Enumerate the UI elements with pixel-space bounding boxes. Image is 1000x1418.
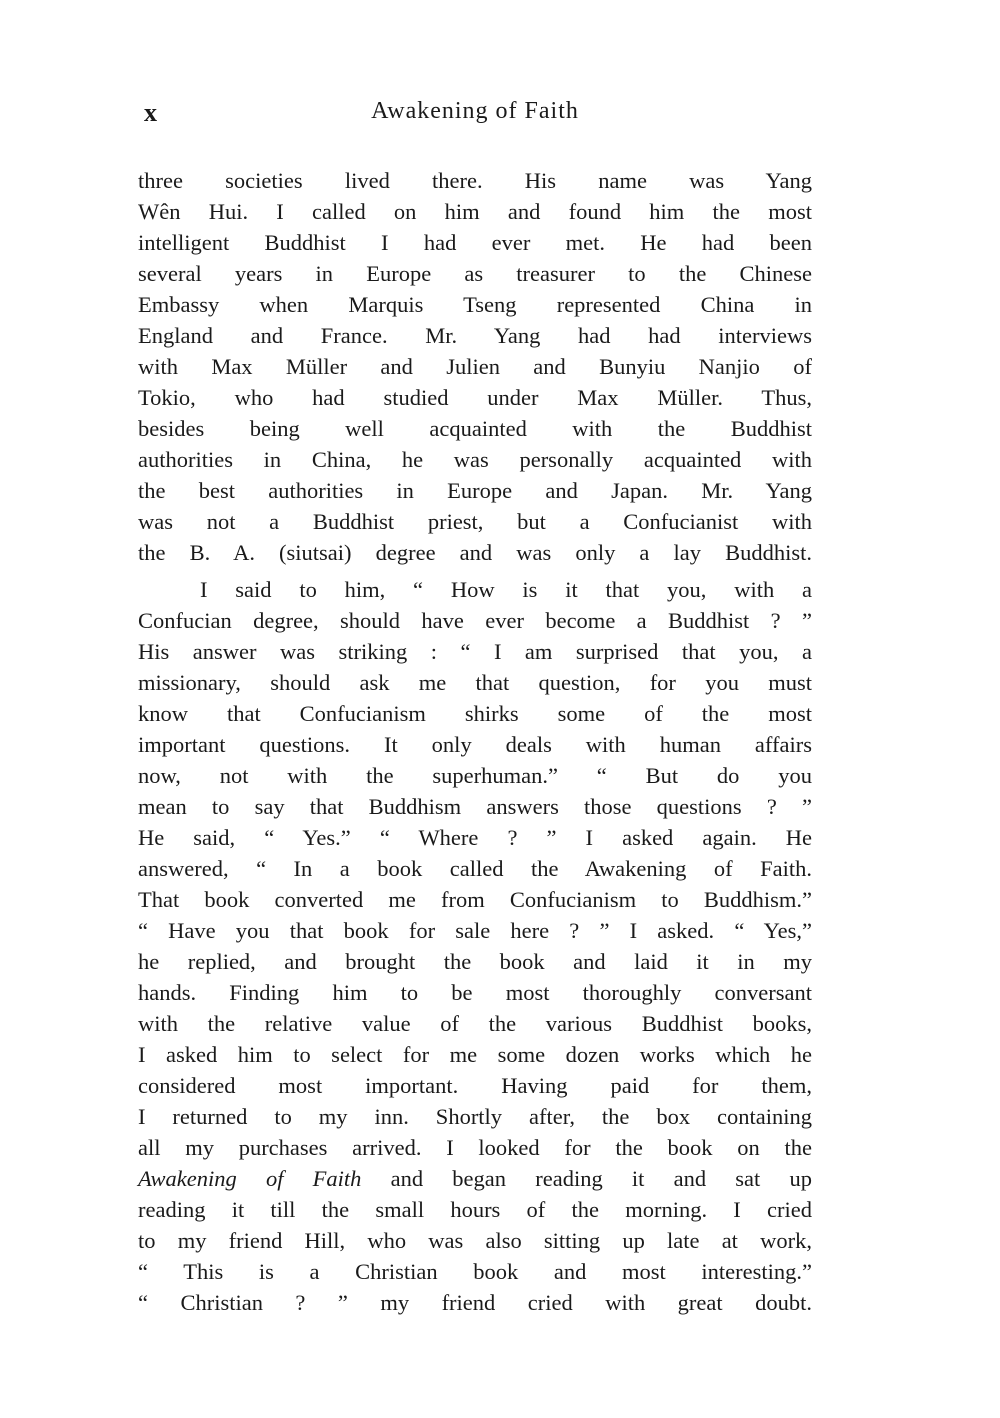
text-line: That book converted me from Confucianism to Buddhism.” — [138, 887, 812, 912]
text-line: hands. Finding him to be most thoroughly conversant — [138, 980, 812, 1005]
text-line: England and France. Mr. Yang had had interviews — [138, 323, 812, 348]
text-line: considered most important. Having paid for them, — [138, 1073, 812, 1098]
text-line: know that Confucianism shirks some of the most — [138, 701, 812, 726]
text-line: the best authorities in Europe and Japan. Mr. Yang — [138, 478, 812, 503]
text-line: Embassy when Marquis Tseng represented China in — [138, 292, 812, 317]
text-line: His answer was striking : “ I am surprised that you, a — [138, 639, 812, 664]
text-line: with the relative value of the various Buddhist books, — [138, 1011, 812, 1036]
running-head — [138, 98, 812, 132]
text-line-rest: and began reading it and sat up — [361, 1166, 812, 1191]
book-title-italic: Awakening of Faith — [138, 1166, 362, 1191]
text-line: authorities in China, he was personally acquainted with — [138, 447, 812, 472]
text-line: besides being well acquainted with the Buddhist — [138, 416, 812, 441]
text-line: “ Christian ? ” my friend cried with great doubt. — [138, 1290, 812, 1315]
text-line: Confucian degree, should have ever become a Buddhist ? ” — [138, 608, 812, 633]
text-line: with Max Müller and Julien and Bunyiu Nanjio of — [138, 354, 812, 379]
text-line: He said, “ Yes.” “ Where ? ” I asked again. He — [138, 825, 812, 850]
text-line: I asked him to select for me some dozen works which he — [138, 1042, 812, 1067]
text-line: several years in Europe as treasurer to the Chinese — [138, 261, 812, 286]
text-line: he replied, and brought the book and laid it in my — [138, 949, 812, 974]
text-line: “ Have you that book for sale here ? ” I asked. “ Yes,” — [138, 918, 812, 943]
text-line: “ This is a Christian book and most interesting.” — [138, 1259, 812, 1284]
text-line: all my purchases arrived. I looked for the book on the — [138, 1135, 812, 1160]
text-line: I returned to my inn. Shortly after, the box containing — [138, 1104, 812, 1129]
running-title: Awakening of Faith — [371, 98, 579, 124]
paragraph-1 — [138, 165, 812, 568]
text-line: intelligent Buddhist I had ever met. He had been — [138, 230, 812, 255]
text-line: to my friend Hill, who was also sitting up late at work, — [138, 1228, 812, 1253]
text-line: important questions. It only deals with human affairs — [138, 732, 812, 757]
text-line: Tokio, who had studied under Max Müller. Thus, — [138, 385, 812, 410]
text-line: now, not with the superhuman.” “ But do you — [138, 763, 812, 788]
body-text — [138, 165, 812, 1318]
text-line: Wên Hui. I called on him and found him the most — [138, 199, 812, 224]
text-line: the B. A. (siutsai) degree and was only a lay Buddhist. — [138, 540, 812, 565]
paragraph-2 — [138, 574, 812, 1318]
text-line: three societies lived there. His name was Yang — [138, 168, 812, 193]
text-line-with-book-title — [138, 1163, 812, 1194]
text-line: reading it till the small hours of the morning. I cried — [138, 1197, 812, 1222]
text-line: I said to him, “ How is it that you, with a — [200, 577, 812, 602]
text-line: was not a Buddhist priest, but a Confucianist with — [138, 509, 812, 534]
page-number: x — [144, 98, 158, 127]
text-line: mean to say that Buddhism answers those questions ? ” — [138, 794, 812, 819]
text-line: missionary, should ask me that question, for you must — [138, 670, 812, 695]
text-line: answered, “ In a book called the Awakening of Faith. — [138, 856, 812, 881]
